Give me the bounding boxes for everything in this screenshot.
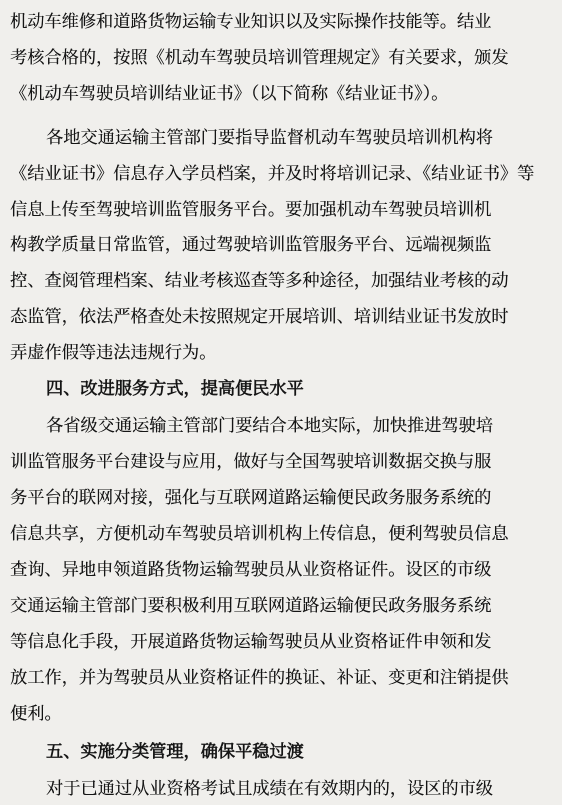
paragraph-2-line-5: 控、查阅管理档案、结业考核巡查等多种途径，加强结业考核的动 [10,271,509,291]
paragraph-3-line-7: 等信息化手段，开展道路货物运输驾驶员从业资格证件申领和发 [10,632,492,652]
paragraph-3-line-1: 各省级交通运输主管部门要结合本地实际，加快推进驾驶培 [46,416,493,436]
paragraph-3-line-5: 查询、异地申领道路货物运输驾驶员从业资格证件。设区的市级 [10,560,492,580]
paragraph-2-line-1: 各地交通运输主管部门要指导监督机动车驾驶员培训机构将 [46,128,493,148]
paragraph-3-line-3: 务平台的联网对接，强化与互联网道路运输便民政务服务系统的 [10,488,492,508]
paragraph-1-line-3: 《机动车驾驶员培训结业证书》（以下简称《结业证书》）。 [10,84,449,104]
paragraph-1-line-1: 机动车维修和道路货物运输专业知识以及实际操作技能等。结业 [10,12,492,32]
paragraph-3-line-8: 放工作，并为驾驶员从业资格证件的换证、补证、变更和注销提供 [10,668,509,688]
paragraph-2-line-2: 《结业证书》信息存入学员档案，并及时将培训记录、《结业证书》等 [10,164,535,184]
section-heading-5: 五、实施分类管理，确保平稳过渡 [46,742,304,762]
paragraph-2-line-6: 态监管，依法严格查处未按照规定开展培训、培训结业证书发放时 [10,307,509,327]
paragraph-2-line-7: 弄虚作假等违法违规行为。 [10,343,217,363]
paragraph-1-line-2: 考核合格的，按照《机动车驾驶员培训管理规定》有关要求，颁发 [10,48,509,68]
paragraph-3-line-9: 便利。 [10,704,62,724]
section-heading-4: 四、改进服务方式，提高便民水平 [46,379,304,399]
paragraph-2-line-3: 信息上传至驾驶培训监管服务平台。要加强机动车驾驶员培训机 [10,200,492,220]
paragraph-4-line-1: 对于已通过从业资格考试且成绩在有效期内的，设区的市级 [46,779,493,799]
paragraph-3-line-4: 信息共享，方便机动车驾驶员培训机构上传信息，便利驾驶员信息 [10,524,509,544]
paragraph-3-line-6: 交通运输主管部门要积极利用互联网道路运输便民政务服务系统 [10,596,492,616]
paragraph-3-line-2: 训监管服务平台建设与应用，做好与全国驾驶培训数据交换与服 [10,452,492,472]
paragraph-2-line-4: 构教学质量日常监管，通过驾驶培训监管服务平台、远端视频监 [10,235,492,255]
